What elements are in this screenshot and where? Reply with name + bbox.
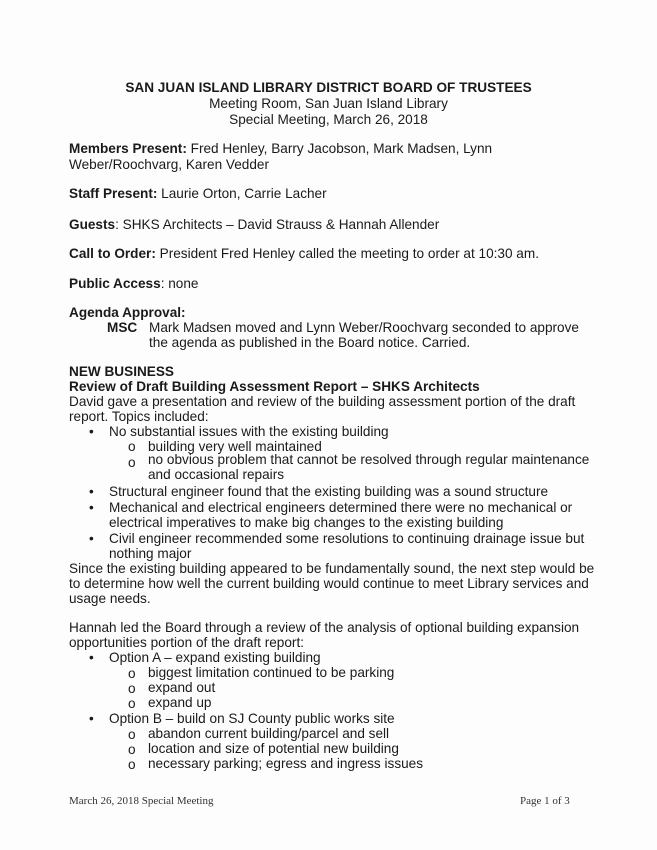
staff-names: Laurie Orton, Carrie Lacher	[161, 186, 327, 201]
msc-label: MSC	[107, 320, 138, 335]
list-item: expand up	[148, 695, 212, 710]
guests-label: Guests	[69, 217, 116, 232]
document-title: SAN JUAN ISLAND LIBRARY DISTRICT BOARD OF TRUSTEES	[125, 80, 532, 95]
intro-line-1: David gave a presentation and review of the building assessment portion of the draft	[69, 394, 576, 409]
intro-line-2: report. Topics included:	[69, 409, 209, 424]
agenda-label: Agenda Approval:	[69, 305, 186, 320]
public-access-text: : none	[160, 276, 199, 291]
call-to-order-label: Call to Order:	[69, 246, 156, 261]
bullet-marker	[89, 650, 94, 665]
members-names: Fred Henley, Barry Jacobson, Mark Madsen, Lynn	[190, 141, 493, 156]
list-item: No substantial issues with the existing building	[109, 424, 389, 439]
footer-page-number: Page 1 of 3	[520, 795, 570, 807]
meeting-date: Special Meeting, March 26, 2018	[229, 112, 428, 127]
list-item: necessary parking; egress and ingress issues	[148, 756, 424, 771]
list-item-continuation: nothing major	[109, 546, 192, 561]
list-item: biggest limitation continued to be parking	[148, 665, 395, 680]
public-access-label: Public Access	[69, 276, 161, 291]
list-item: abandon current building/parcel and sell	[148, 726, 390, 741]
sub-bullet-marker	[128, 727, 136, 742]
members-line-1	[69, 141, 492, 156]
staff-present	[69, 186, 327, 201]
bullet-marker	[89, 531, 94, 546]
agenda-text-1: Mark Madsen moved and Lynn Weber/Roochvarg seconded to approve	[149, 320, 579, 335]
list-item-continuation: and occasional repairs	[148, 467, 285, 482]
list-item: location and size of potential new building	[148, 741, 399, 756]
guests	[69, 217, 439, 232]
bullet-marker	[89, 484, 94, 499]
list-item: expand out	[148, 680, 216, 695]
list-item-continuation: electrical imperatives to make big changes to the existing building	[109, 515, 504, 530]
list-item: Option B – build on SJ County public works site	[109, 711, 395, 726]
bullet-marker	[89, 424, 94, 439]
sub-bullet-marker	[128, 439, 136, 454]
members-line-2: Weber/Roochvarg, Karen Vedder	[69, 157, 269, 172]
review-subheading: Review of Draft Building Assessment Report – SHKS Architects	[69, 379, 480, 394]
paragraph-line-3: usage needs.	[69, 591, 151, 606]
meeting-location: Meeting Room, San Juan Island Library	[209, 96, 448, 111]
call-to-order	[69, 246, 539, 261]
agenda-text-2: the agenda as published in the Board notice. Carried.	[149, 335, 471, 350]
list-item: Civil engineer recommended some resolutions to continuing drainage issue but	[109, 531, 585, 546]
list-item: Mechanical and electrical engineers determined there were no mechanical or	[109, 500, 573, 515]
staff-label: Staff Present:	[69, 186, 158, 201]
sub-bullet-marker	[128, 681, 136, 696]
paragraph-line-2: to determine how well the current building would continue to meet Library services and	[69, 576, 589, 591]
list-item: no obvious problem that cannot be resolved through regular maintenance	[148, 452, 590, 467]
sub-bullet-marker	[128, 666, 136, 681]
hannah-line-1: Hannah led the Board through a review of the analysis of optional building expansion	[69, 620, 580, 635]
list-item: building very well maintained	[148, 439, 322, 454]
bullet-marker	[89, 500, 94, 515]
bullet-marker	[89, 711, 94, 726]
footer-meeting-label: March 26, 2018 Special Meeting	[69, 795, 214, 807]
list-item: Structural engineer found that the existing building was a sound structure	[109, 484, 549, 499]
call-to-order-text: President Fred Henley called the meeting to order at 10:30 am.	[159, 246, 539, 261]
guests-text: : SHKS Architects – David Strauss & Hannah Allender	[115, 217, 440, 232]
sub-bullet-marker	[128, 757, 136, 772]
sub-bullet-marker	[128, 742, 136, 757]
public-access	[69, 276, 198, 291]
sub-bullet-marker	[128, 455, 136, 470]
hannah-line-2: opportunities portion of the draft report:	[69, 635, 305, 650]
list-item: Option A – expand existing building	[109, 650, 321, 665]
paragraph-line-1: Since the existing building appeared to be fundamentally sound, the next step would be	[69, 561, 595, 576]
members-label: Members Present:	[69, 141, 187, 156]
sub-bullet-marker	[128, 696, 136, 711]
new-business-heading: NEW BUSINESS	[69, 364, 174, 379]
